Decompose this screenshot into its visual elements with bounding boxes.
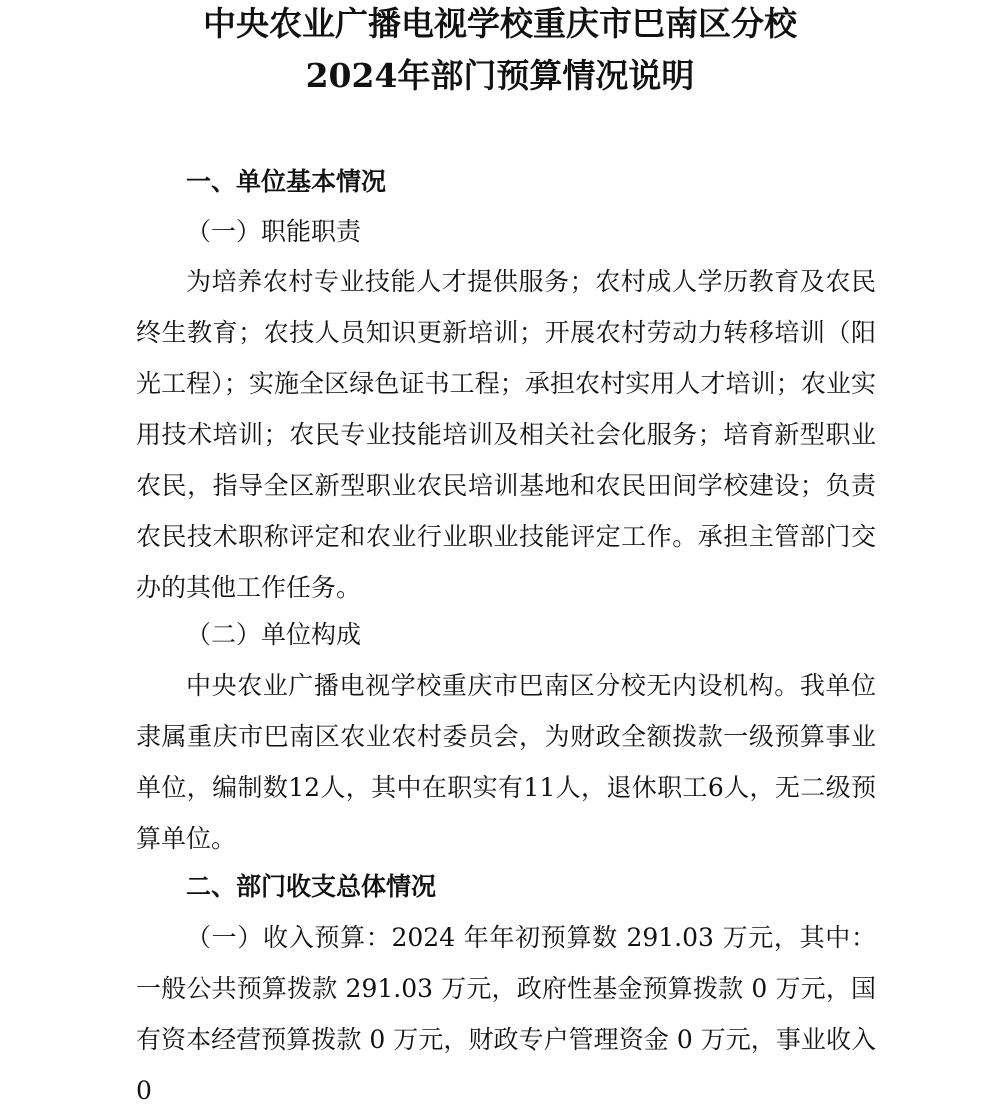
section2-paragraph-income: （一）收入预算：2024 年年初预算数 291.03 万元，其中：一般公共预算拨款 291.03 万元，政府性基金预算拨款 0 万元，国有资本经营预算拨款 0 万元，财政专户管理资金 0 万元，事业收入 0 bbox=[136, 923, 876, 1105]
section1-subheading-composition: （二）单位构成 bbox=[186, 620, 362, 649]
document-title-line1: 中央农业广播电视学校重庆市巴南区分校 bbox=[203, 4, 797, 43]
section1-heading: 一、单位基本情况 bbox=[186, 167, 387, 196]
section1-paragraph-composition: 中央农业广播电视学校重庆市巴南区分校无内设机构。我单位隶属重庆市巴南区农业农村委员会，为财政全额拨款一级预算事业单位，编制数12人，其中在职实有11人，退休职工6人，无二级预算单位。 bbox=[136, 671, 876, 853]
document-title-line2: 2024年部门预算情况说明 bbox=[305, 56, 695, 95]
section2-heading: 二、部门收支总体情况 bbox=[186, 872, 437, 901]
section1-paragraph-duties: 为培养农村专业技能人才提供服务；农村成人学历教育及农民终生教育；农技人员知识更新培训；开展农村劳动力转移培训（阳光工程）；实施全区绿色证书工程；承担农村实用人才培训；农业实用技术培训；农民专业技能培训及相关社会化服务；培育新型职业农民，指导全区新型职业农民培训基地和农民田间学校建设；负责农民技术职称评定和农业行业职业技能评定工作。承担主管部门交办的其他工作任务。 bbox=[136, 267, 876, 602]
section1-subheading-duties: （一）职能职责 bbox=[186, 217, 362, 246]
